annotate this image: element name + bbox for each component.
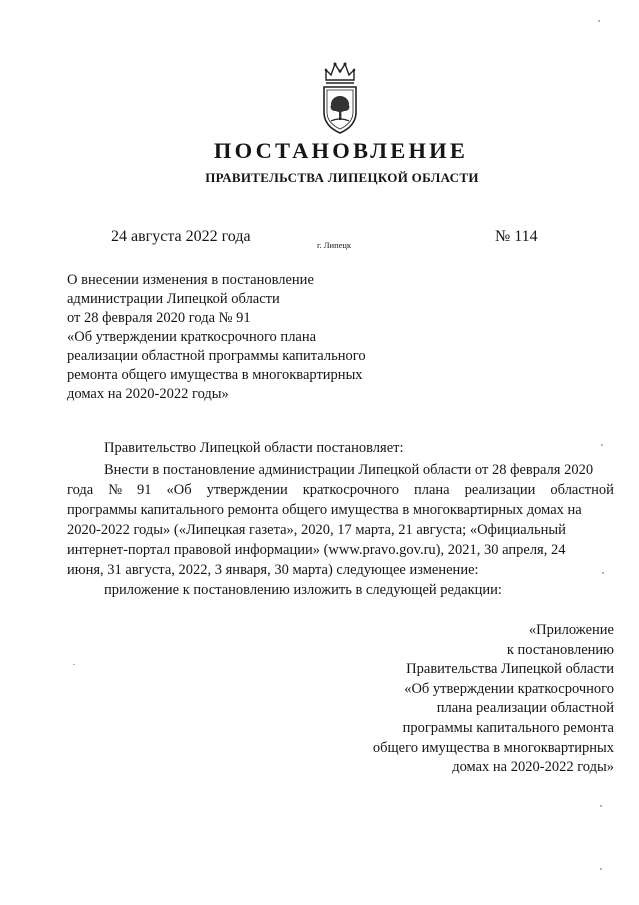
document-subtitle: ПРАВИТЕЛЬСТВА ЛИПЕЦКОЙ ОБЛАСТИ [205,170,479,185]
body-word: областной [550,482,614,498]
appendix-line: общего имущества в многоквартирных [372,739,614,756]
body-word: года [67,482,94,498]
scan-speck [73,664,75,665]
body-word: плана [413,482,450,498]
body-word: реализации [464,482,536,498]
appendix-line: «Приложение [528,622,614,638]
body-line: программы капитального ремонта общего имущества в многоквартирных домах на [67,502,582,518]
resolution-title-line: О внесении изменения в постановление [67,272,314,288]
appendix-line: к постановлению [506,641,614,658]
resolution-title [67,271,407,404]
body-line-justified [67,482,614,499]
appendix-line: Правительства Липецкой области [406,661,614,678]
appendix-line: «Об утверждении краткосрочного [404,680,614,697]
body-word: 91 [137,482,152,498]
scan-speck [598,20,600,22]
scan-speck [602,572,604,574]
body-line: Внести в постановление администрации Липецкой области от 28 февраля 2020 [104,462,594,478]
document-city: г. Липецк [317,240,352,250]
body-paragraph: приложение к постановлению изложить в следующей редакции: [104,582,502,598]
scan-speck [601,444,603,446]
appendix-line: программы капитального ремонта [402,719,614,736]
resolution-title-line: «Об утверждении краткосрочного плана [67,329,317,345]
document-date: 24 августа 2022 года [111,228,251,245]
scan-speck [600,805,602,807]
resolution-title-line: от 28 февраля 2020 года № 91 [67,310,251,326]
resolution-title-line: реализации областной программы капитального [67,348,366,364]
coat-of-arms-icon [318,60,362,136]
body-word: утверждении [206,482,288,498]
resolution-title-line: администрации Липецкой области [67,291,280,307]
body-word: краткосрочного [302,482,399,498]
body-word: № [108,482,123,498]
intro-paragraph: Правительство Липецкой области постановляет: [104,440,404,456]
body-line: июня, 31 августа, 2022, 3 января, 30 марта) следующее изменение: [67,562,479,578]
appendix-line: плана реализации областной [436,700,614,717]
body-line: 2020-2022 годы» («Липецкая газета», 2020, 17 марта, 21 августа; «Официальный [67,522,566,538]
document-title: ПОСТАНОВЛЕНИЕ [213,138,469,163]
appendix-line: домах на 2020-2022 годы» [452,759,614,776]
body-word: «Об [166,482,192,498]
document-number: № 114 [495,228,538,245]
body-line: интернет-портал правовой информации» (www.pravo.gov.ru), 2021, 30 апреля, 24 [67,542,566,558]
resolution-title-line: домах на 2020-2022 годы» [67,386,229,402]
appendix-heading [340,621,614,778]
scan-speck [600,868,602,870]
resolution-title-line: ремонта общего имущества в многоквартирных [67,367,363,383]
